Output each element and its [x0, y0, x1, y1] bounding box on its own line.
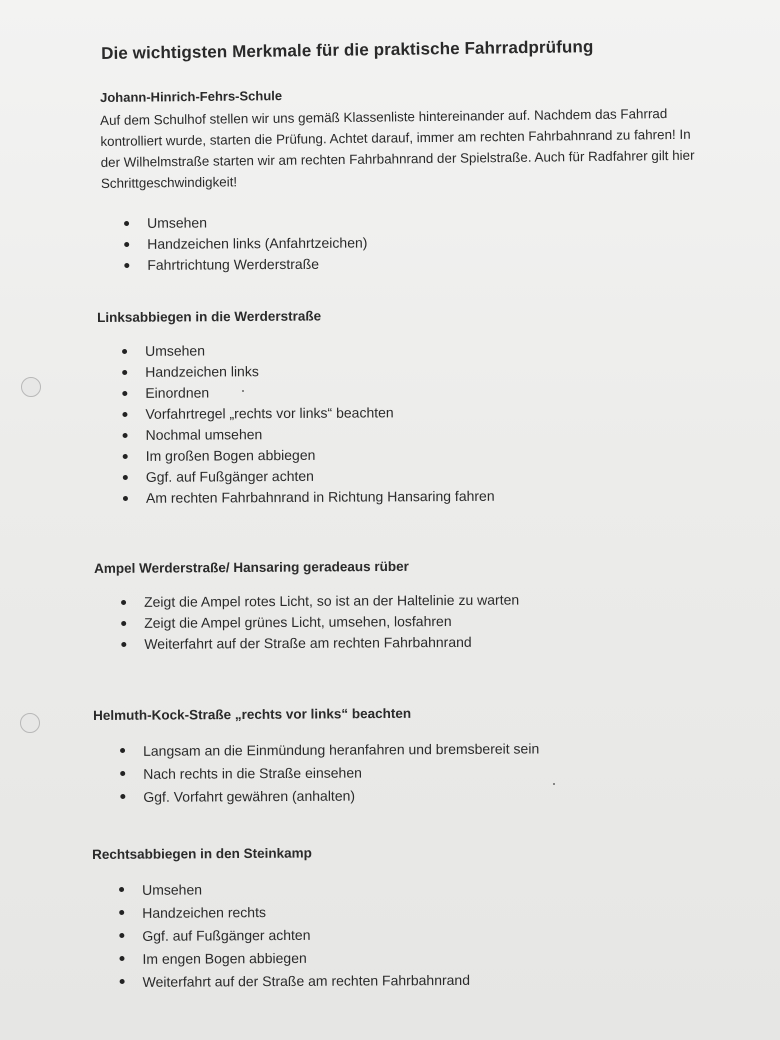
intro-line: kontrolliert wurde, starten die Prüfung. Achtet darauf, immer am rechten Fahrbahnrand zu fahren! In: [100, 126, 691, 149]
list-item: Langsam an die Einmündung heranfahren und bremsbereit sein: [120, 737, 539, 763]
list-item: Zeigt die Ampel grünes Licht, umsehen, losfahren: [121, 611, 519, 634]
school-name: Johann-Hinrich-Fehrs-Schule: [100, 88, 283, 105]
list-item: Am rechten Fahrbahnrand in Richtung Hansaring fahren: [123, 486, 495, 509]
list-item: Nach rechts in die Straße einsehen: [120, 760, 539, 786]
list-item: Umsehen: [119, 877, 469, 902]
document-title: Die wichtigsten Merkmale für die praktische Fahrradprüfung: [101, 37, 594, 63]
section-heading-ampel: Ampel Werderstraße/ Hansaring geradeaus rüber: [94, 558, 409, 576]
list-item: Zeigt die Ampel rotes Licht, so ist an der Haltelinie zu warten: [121, 590, 519, 613]
intro-paragraph: [100, 102, 751, 194]
list-item: Umsehen: [124, 212, 367, 234]
list-item: Handzeichen links (Anfahrtzeichen): [124, 233, 367, 255]
list-item: Ggf. auf Fußgänger achten: [119, 923, 469, 948]
bullet-list-links-abbiegen: [122, 339, 495, 509]
intro-line: Auf dem Schulhof stellen wir uns gemäß Klassenliste hintereinander auf. Nachdem das Fahrrad: [100, 106, 668, 128]
intro-line: der Wilhelmstraße starten wir am rechten Fahrbahnrand der Spielstraße. Auch für Radfahrer gilt hier: [100, 147, 695, 170]
list-item: Handzeichen links: [122, 360, 494, 383]
list-item: Nochmal umsehen: [123, 423, 495, 446]
list-item: Umsehen: [122, 339, 494, 362]
intro-line: Schrittgeschwindigkeit!: [100, 174, 238, 191]
list-item: Fahrtrichtung Werderstraße: [124, 254, 367, 276]
list-item: Im engen Bogen abbiegen: [119, 946, 469, 971]
list-item: Im großen Bogen abbiegen: [123, 444, 495, 467]
bullet-list-ampel: [121, 590, 519, 655]
list-item: Handzeichen rechts: [119, 900, 469, 925]
section-heading-helmuth-kock: Helmuth-Kock-Straße „rechts vor links“ beachten: [93, 705, 412, 723]
list-item: Einordnen: [122, 381, 494, 404]
list-item: Weiterfahrt auf der Straße am rechten Fahrbahnrand: [121, 632, 519, 655]
list-item: Vorfahrtregel „rechts vor links“ beachten: [122, 402, 494, 425]
bullet-list-helmuth-kock: [120, 737, 540, 809]
section-heading-rechts-abbiegen: Rechtsabbiegen in den Steinkamp: [92, 845, 312, 862]
list-item: Ggf. auf Fußgänger achten: [123, 465, 495, 488]
bullet-list-rechts-abbiegen: [119, 877, 470, 994]
list-item: Ggf. Vorfahrt gewähren (anhalten): [120, 783, 539, 809]
section-heading-links-abbiegen: Linksabbiegen in die Werderstraße: [97, 308, 322, 325]
intro-bullet-list: [124, 212, 368, 276]
list-item: Weiterfahrt auf der Straße am rechten Fahrbahnrand: [120, 969, 470, 994]
